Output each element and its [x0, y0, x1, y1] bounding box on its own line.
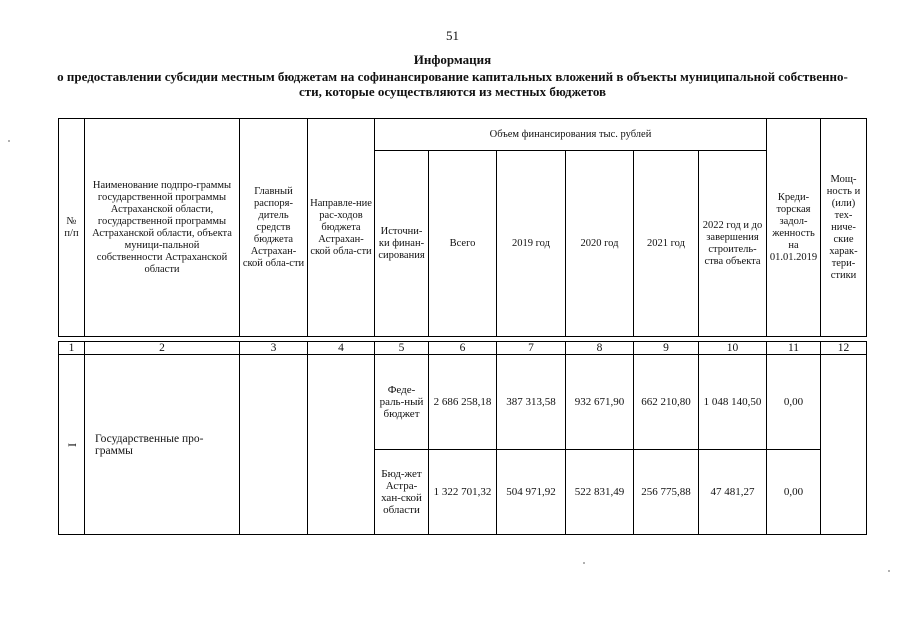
row-number: I [64, 442, 79, 447]
header-col-source: Источни-ки финан-сирования [374, 150, 429, 337]
header-col-2022: 2022 год и до завершения строитель-ства объекта [698, 150, 767, 337]
regional-2019: 504 971,92 [496, 449, 566, 535]
federal-2021: 662 210,80 [633, 354, 699, 450]
col-number-12: 12 [820, 341, 867, 355]
col-number-6: 6 [428, 341, 497, 355]
page-number: 51 [446, 28, 459, 43]
col-number-11: 11 [766, 341, 821, 355]
federal-2019: 387 313,58 [496, 354, 566, 450]
regional-total: 1 322 701,32 [428, 449, 497, 535]
row-manager-cell [239, 354, 308, 535]
federal-2020: 932 671,90 [565, 354, 634, 450]
header-col-2020: 2020 год [565, 150, 634, 337]
federal-debt: 0,00 [766, 354, 821, 450]
col-number-5: 5 [374, 341, 429, 355]
regional-2021: 256 775,88 [633, 449, 699, 535]
header-col-capacity: Мощ-ность и (или) тех-ниче-ские харак-тери-стики [820, 118, 867, 337]
col-number-10: 10 [698, 341, 767, 355]
row-capacity-cell [820, 354, 867, 535]
regional-2020: 522 831,49 [565, 449, 634, 535]
col-number-4: 4 [307, 341, 375, 355]
header-col-2019: 2019 год [496, 150, 566, 337]
header-financing-group: Объем финансирования тыс. рублей [374, 118, 767, 151]
col-number-7: 7 [496, 341, 566, 355]
header-col-total: Всего [428, 150, 497, 337]
scan-speck [583, 562, 585, 564]
document-title: Информация [413, 52, 492, 67]
header-col-manager: Главный распоря-дитель средств бюджета Астрахан-ской обла-сти [239, 118, 308, 337]
col-number-1: 1 [58, 341, 85, 355]
header-col-debt: Креди-торская задол-женность на 01.01.2019 [766, 118, 821, 337]
header-col-name: Наименование подпро-граммы государственной программы Астраханской области, государственной программы Астраханской области, объекта муници-пальной собственности Астраханской области [84, 118, 240, 337]
source-federal: Феде-раль-ный бюджет [374, 354, 429, 450]
regional-debt: 0,00 [766, 449, 821, 535]
federal-total: 2 686 258,18 [428, 354, 497, 450]
row-number-cell [58, 354, 85, 535]
subtitle-line-1: о предоставлении субсидии местным бюджетам на софинансирование капитальных вложений в объекты муниципальной собственно- [57, 69, 848, 84]
scan-speck [888, 570, 890, 572]
header-col-number: № п/п [58, 118, 85, 337]
document-subtitle [50, 69, 855, 99]
col-number-9: 9 [633, 341, 699, 355]
scan-speck [8, 140, 10, 142]
source-regional: Бюд-жет Астра-хан-ской области [374, 449, 429, 535]
row-name: Государственные про-граммы [84, 354, 240, 535]
federal-2022: 1 048 140,50 [698, 354, 767, 450]
col-number-2: 2 [84, 341, 240, 355]
header-col-direction: Направле-ние рас-ходов бюджета Астрахан-ской обла-сти [307, 118, 375, 337]
col-number-3: 3 [239, 341, 308, 355]
col-number-8: 8 [565, 341, 634, 355]
header-col-2021: 2021 год [633, 150, 699, 337]
row-direction-cell [307, 354, 375, 535]
subtitle-line-2: сти, которые осуществляются из местных бюджетов [298, 84, 607, 99]
regional-2022: 47 481,27 [698, 449, 767, 535]
